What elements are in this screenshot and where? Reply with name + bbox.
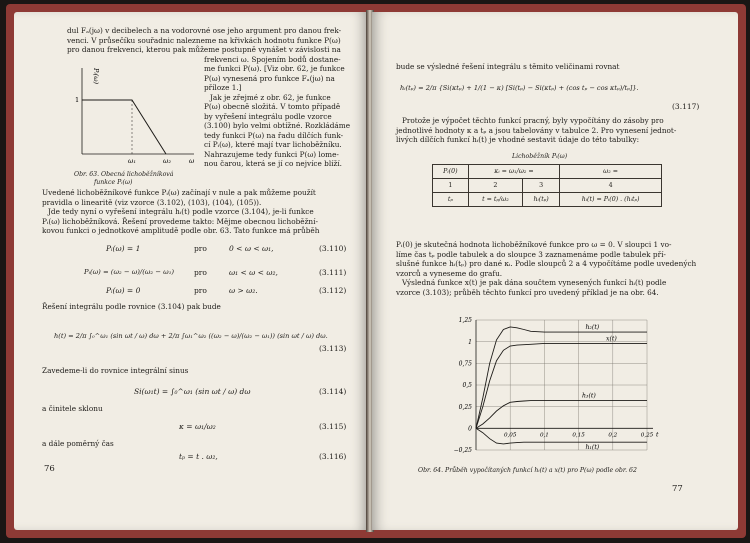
equation-number: (3.113) (319, 344, 347, 353)
table-cell: 2 (468, 179, 522, 193)
fig63-caption: Obr. 63. Obecná lichoběžníková (74, 171, 174, 178)
text-line: Protože je výpočet těchto funkcí pracný, byly vypočítány do zásoby pro (402, 116, 664, 125)
condition: 0 < ω < ω₁, (229, 244, 274, 253)
y-tick-label: 0,75 (458, 360, 472, 368)
equation-number: (3.116) (319, 452, 347, 461)
text-line: vzorců a vyneseme do grafu. (396, 268, 503, 278)
table-cell: 1 (433, 179, 469, 193)
x-tick-label: 0,1 (539, 432, 549, 439)
series-label: h₂(t) (585, 324, 600, 332)
text-line: Jde tedy nyní o vyřešení integrálu hᵢ(t) podle vzorce (3.104), je-li funkce (48, 207, 314, 216)
table-cell: κᵢ = ω₁/ω₂ = (468, 165, 559, 179)
series-line (476, 327, 647, 428)
text-line: nou čarou, která se jí co nejvíce blíží. (204, 159, 342, 168)
x-tick-label: 0,05 (503, 432, 517, 439)
series-label: h₁(t) (585, 444, 600, 452)
y-tick-label: 1 (468, 338, 472, 346)
text-line: P(ω) vynesená pro funkce Fₐ(jω) na (204, 73, 335, 83)
equation-3-115: κ = ω₁/ω₂ (179, 422, 216, 431)
book-spread (6, 4, 746, 538)
table-cell: 4 (560, 179, 662, 193)
text-line: venci. V průsečíku souřadnic nalezneme na křivkách hodnotu funkce P(ω) (67, 35, 341, 45)
y-tick-label: 0 (468, 425, 472, 433)
fig63-y-axis-label: Pᵢ(ω) (92, 68, 100, 85)
table-cell: ω₂ = (560, 165, 662, 179)
text-line: me funkci P(ω). [Viz obr. 62, je funkce (204, 64, 345, 73)
table-cell: tₚ (433, 193, 469, 207)
text-line: Jak je zřejmé z obr. 62, je funkce (210, 92, 331, 102)
pro-word: pro (194, 244, 207, 253)
fig63-label-w2: ω₂ (163, 157, 171, 165)
text-line: Uvedené lichoběžníkové funkce Pᵢ(ω) začínají v nule a pak můžeme použít (42, 188, 316, 197)
table-cell: hᵢ(t) = Pᵢ(0) . (hᵢtₚ) (560, 193, 662, 207)
text-line: frekvenci ω. Spojením bodů dostane- (204, 54, 341, 64)
text-line: a dále poměrný čas (42, 439, 114, 448)
text-line: P(ω) obecně složitá. V tomto případě (204, 102, 341, 111)
x-tick-label: 0,2 (608, 432, 618, 439)
text-line: a činitele sklonu (42, 404, 103, 413)
series-label: h₃(t) (582, 392, 596, 400)
text-line: Pᵢ(0) je skutečná hodnota lichoběžníkové funkce pro ω = 0. V sloupci 1 vo- (396, 240, 672, 249)
series-label: x(t) (605, 335, 617, 343)
y-tick-label: 0,5 (462, 382, 472, 390)
text-line: Výsledná funkce x(t) je pak dána součtem vynesených funkcí hᵢ(t) podle (402, 278, 667, 287)
y-tick-label: 0,25 (458, 403, 472, 411)
y-tick-label: −0,25 (453, 447, 472, 455)
text-line: příloze 1.] (204, 83, 242, 92)
text-line: líme čas tₚ podle tabulek a do sloupce 3 zaznamenáme podle tabulek pří- (396, 249, 666, 259)
text-line: Nahrazujeme tedy funkci P(ω) lome- (204, 149, 339, 159)
chart-grid (476, 320, 647, 450)
pro-word: pro (194, 268, 207, 277)
equation-number: (3.111) (319, 268, 347, 277)
equation-3-114: Si(ω₁t) = ∫₀^ω₁ (sin ωt / ω) dω (134, 387, 251, 396)
text-line: dul Fₐ(jω) v decibelech a na vodorovné ose jeho argument pro danou frek- (67, 26, 342, 35)
fig64-caption: Obr. 64. Průběh vypočítaných funkcí hᵢ(t) a x(t) pro P(ω) podle obr. 62 (418, 467, 637, 474)
y-tick-label: 1,25 (458, 317, 472, 325)
table-row (433, 179, 662, 193)
text-line: tedy funkci P(ω) na řadu dílčích funk- (204, 130, 344, 140)
text-line: Zavedeme-li do rovnice integrální sinus (42, 366, 189, 375)
text-line: jednotlivé hodnoty κ a tₚ a jsou tabelovány v tabulce 2. Pro vynesení jednot- (396, 125, 677, 135)
text-line: bude se výsledné řešení integrálu s těmito veličinami rovnat (396, 62, 620, 71)
table-row (433, 165, 662, 179)
text-line: (3.100) bylo velmi obtížné. Rozkládáme (204, 121, 351, 130)
page-number: 76 (44, 464, 55, 474)
table-cell: t = tₚ/ω₂ (468, 193, 522, 207)
text-line: livých dílčích funkcí hᵢ(t) je vhodné sestavit údaje do této tabulky: (396, 135, 640, 144)
equation-number: (3.112) (319, 286, 347, 295)
condition: ω > ω₂. (229, 286, 258, 295)
equation-number: (3.114) (319, 387, 347, 396)
figure-63-trapezoid (66, 62, 206, 170)
table-cell: 3 (523, 179, 560, 193)
table-title: Lichoběžník Pᵢ(ω) (512, 153, 568, 160)
equation-number: (3.115) (319, 422, 347, 431)
right-page (372, 12, 738, 530)
text-line: slušné funkce hᵢ(tₚ) pro dané κᵢ. Podle sloupců 2 a 4 vypočítáme podle uvedených (396, 259, 697, 268)
table-cell: hᵢ(tₚ) (523, 193, 560, 207)
text-line: pro danou frekvenci, kterou pak můžeme postupně vynášet v závislosti na (67, 45, 341, 54)
series-line (476, 428, 647, 444)
text-line: by vyřešení integrálu podle vzorce (204, 111, 332, 121)
series-line (476, 401, 647, 429)
pro-word: pro (194, 286, 207, 295)
x-tick-label: 0,25 (640, 432, 654, 439)
x-axis-label: t (656, 431, 659, 439)
equation-3-110-lhs: Pᵢ(ω) = 1 (106, 244, 141, 253)
condition: ω₁ < ω < ω₂, (229, 268, 278, 277)
table-cell: Pᵢ(0) (433, 165, 469, 179)
equation-3-112-lhs: Pᵢ(ω) = 0 (106, 286, 141, 295)
figure-64-chart (442, 310, 712, 460)
table-row (433, 193, 662, 207)
equation-3-113: h(t) = 2/π ∫₀^ω₁ (sin ωt / ω) dω + 2/π ∫ω₁^ω₂ ((ω₂ − ω)/(ω₂ − ω₁)) (sin ωt / ω) dω. (54, 332, 328, 340)
table-trapezoid (432, 164, 662, 207)
fig63-label-w1: ω₁ (128, 157, 136, 165)
text-line: pravidla o linearitě (viz vzorce (3.102), (103), (104), (105)). (42, 197, 262, 207)
text-line: kovou funkci o jednotkové amplitudě podle obr. 63. Tato funkce má průběh (42, 226, 320, 235)
text-line: vzorce (3.103); průběh těchto funkcí pro uvedený příklad je na obr. 64. (396, 287, 659, 297)
equation-3-116: tₚ = t . ω₂, (179, 452, 218, 461)
equation-number: (3.110) (319, 244, 347, 253)
equation-3-111-lhs: Pᵢ(ω) = (ω₂ − ω)/(ω₂ − ω₁) (84, 268, 175, 276)
equation-3-117: hᵢ(tₚ) = 2/π {Si(κtₚ) + 1/(1 − κ) [Si(tₚ) − Si(κtₚ) + (cos tₚ − cos κtₚ)/tₚ]}. (400, 84, 639, 92)
x-tick-label: 0,15 (572, 432, 585, 439)
fig63-label-one: 1 (75, 96, 80, 104)
text-line: Pᵢ(ω) lichoběžníková. Řešení provedeme takto: Mějme obecnou lichoběžní- (42, 216, 318, 226)
fig63-caption: funkce Pᵢ(ω) (94, 179, 133, 186)
equation-number: (3.117) (672, 102, 700, 111)
text-line: Řešení integrálu podle rovnice (3.104) pak bude (42, 302, 221, 311)
fig63-label-w: ω (189, 157, 195, 165)
chart-series (476, 327, 647, 444)
text-line: cí Pᵢ(ω), které mají tvar lichoběžníku. (204, 140, 342, 149)
left-page (14, 12, 368, 530)
series-line (476, 343, 647, 428)
page-number: 77 (672, 484, 683, 494)
